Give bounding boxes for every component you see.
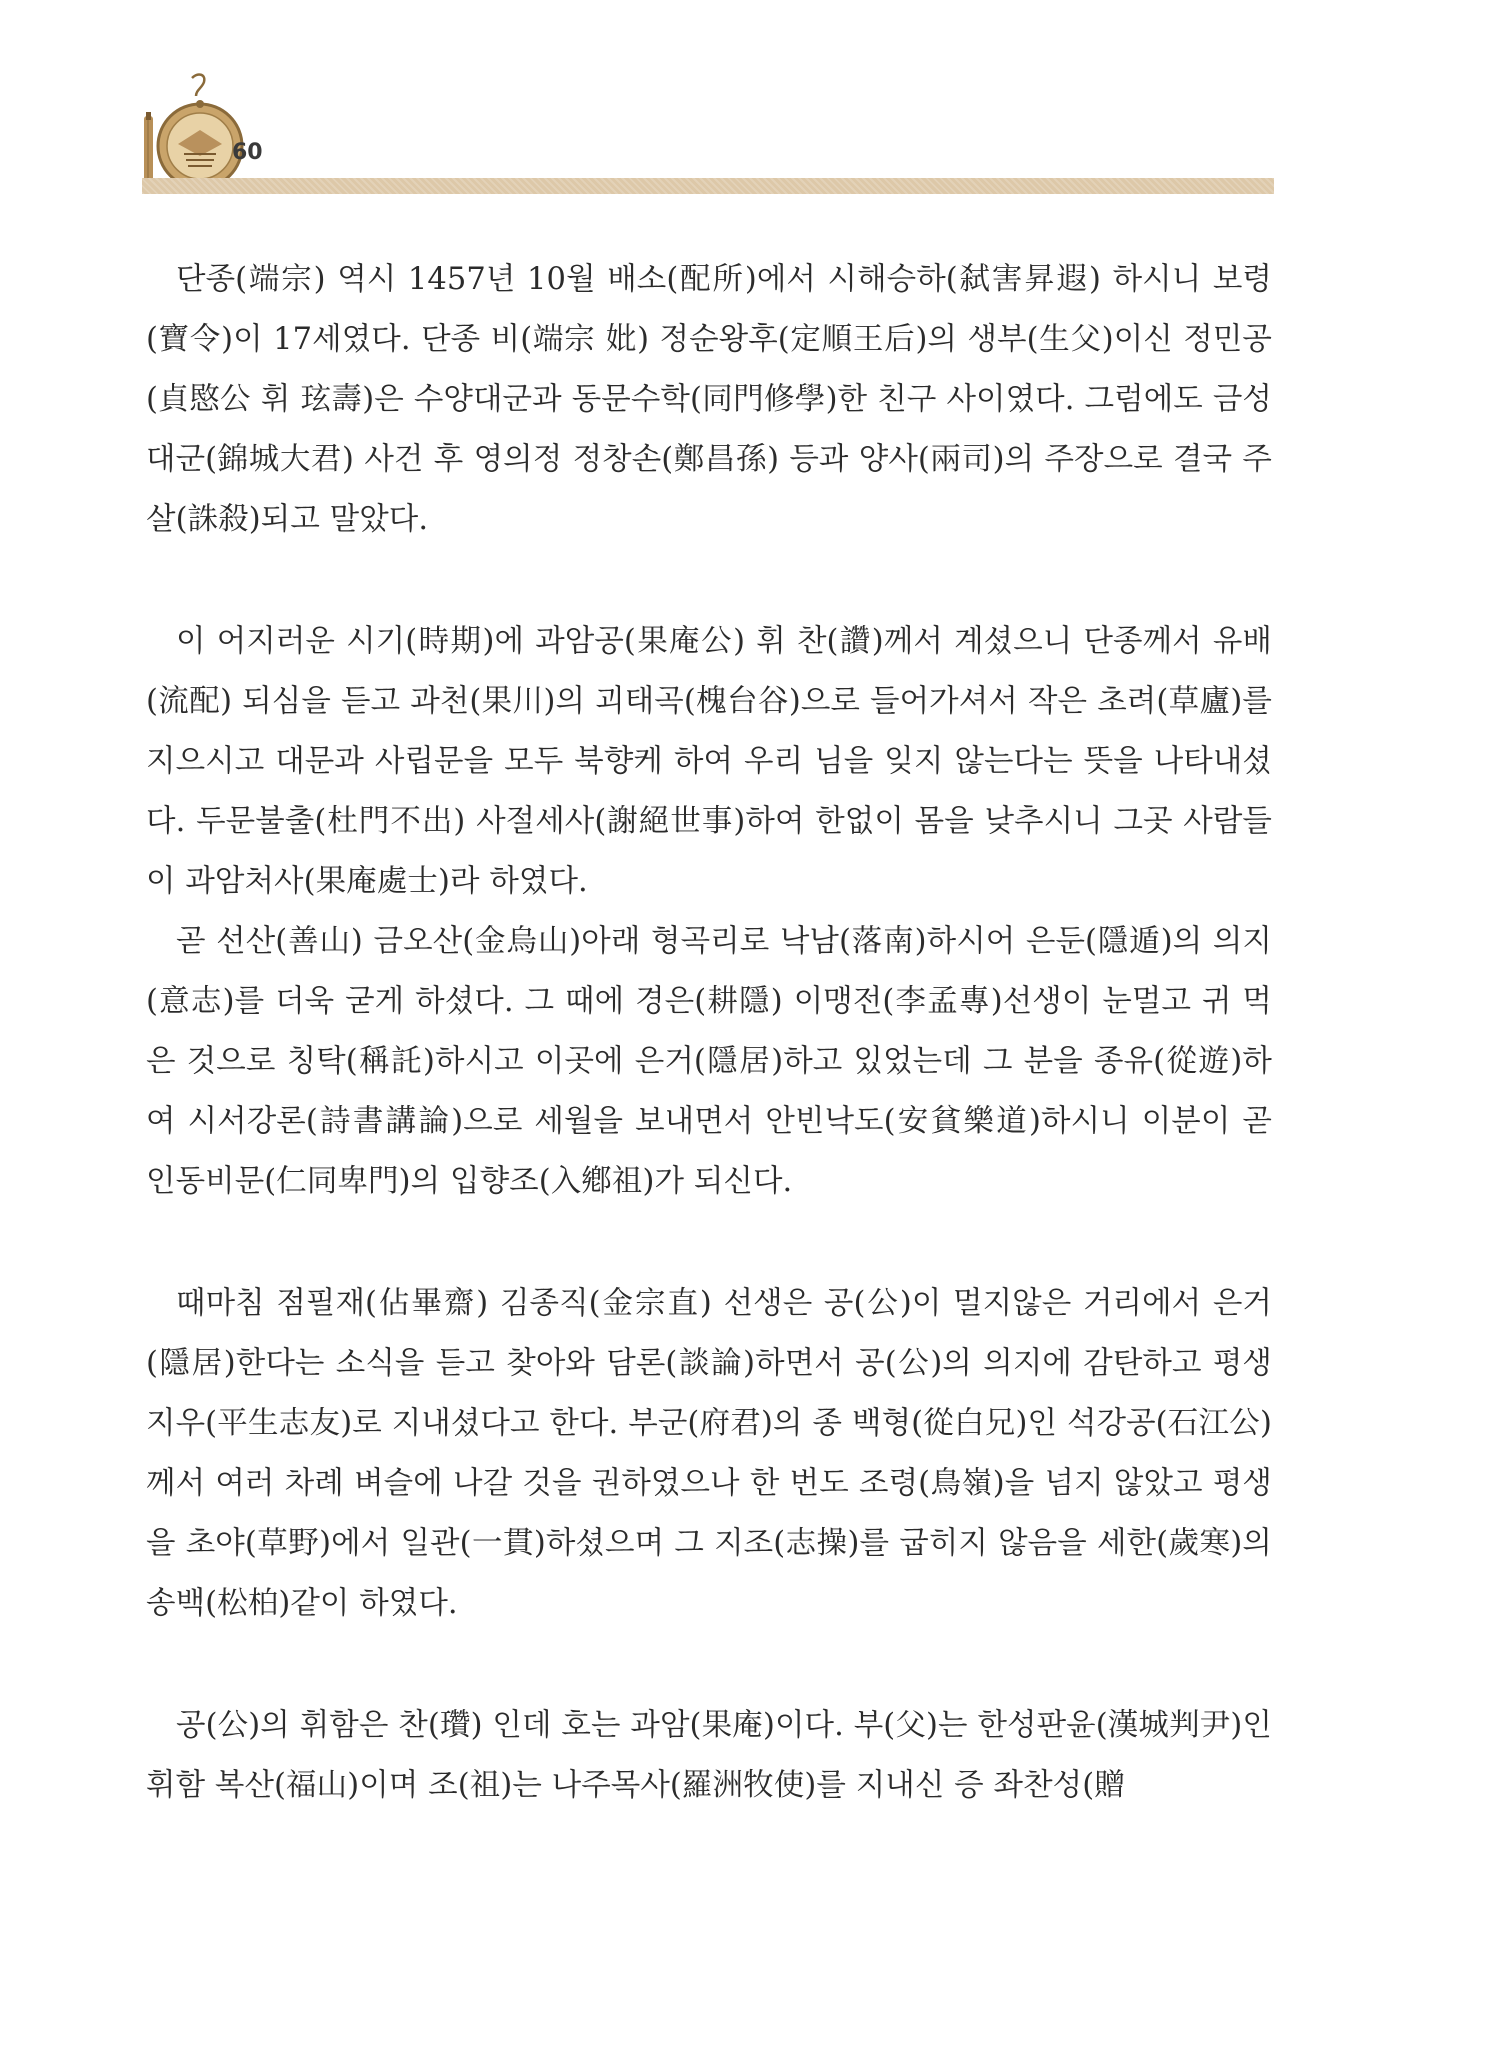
paragraph-gap [146, 1634, 1272, 1696]
medallion-tassel-icon [140, 72, 250, 192]
body-text [146, 250, 1272, 1816]
paragraph: 곧 선산(善山) 금오산(金烏山)아래 형곡리로 낙남(落南)하시어 은둔(隱遁)의 의지(意志)를 더욱 굳게 하셨다. 그 때에 경은(耕隱) 이맹전(李孟專)선생이 눈멀고 귀 먹은 것으로 칭탁(稱託)하시고 이곳에 은거(隱居)하고 있었는데 그 분을 종유(從遊)하여 시서강론(詩書講論)으로 세월을 보내면서 안빈낙도(安貧樂道)하시니 이분이 곧 인동비문(仁同卑門)의 입향조(入鄕祖)가 되신다. [146, 924, 1272, 1199]
paragraph: 공(公)의 휘함은 찬(瓚) 인데 호는 과암(果庵)이다. 부(父)는 한성판윤(漢城判尹)인 휘함 복산(福山)이며 조(祖)는 나주목사(羅洲牧使)를 지내신 증 좌찬성(贈 [146, 1708, 1272, 1803]
page-number: 60 [232, 140, 263, 165]
paragraph: 때마침 점필재(佔畢齋) 김종직(金宗直) 선생은 공(公)이 멀지않은 거리에서 은거(隱居)한다는 소식을 듣고 찾아와 담론(談論)하면서 공(公)의 의지에 감탄하고 평생지우(平生志友)로 지내셨다고 한다. 부군(府君)의 종 백형(從白兄)인 석강공(石江公)께서 여러 차례 벼슬에 나갈 것을 권하였으나 한 번도 조령(鳥嶺)을 넘지 않았고 평생을 초야(草野)에서 일관(一貫)하셨으며 그 지조(志操)를 굽히지 않음을 세한(歲寒)의 송백(松柏)같이 하였다. [146, 1286, 1272, 1621]
paragraph: 이 어지러운 시기(時期)에 과암공(果庵公) 휘 찬(讚)께서 계셨으니 단종께서 유배(流配) 되심을 듣고 과천(果川)의 괴태곡(槐台谷)으로 들어가셔서 작은 초려(草廬)를 지으시고 대문과 사립문을 모두 북향케 하여 우리 님을 잊지 않는다는 뜻을 나타내셨다. 두문불출(杜門不出) 사절세사(謝絕世事)하여 한없이 몸을 낮추시니 그곳 사람들이 과암처사(果庵處士)라 하였다. [146, 624, 1272, 899]
paragraph-gap [146, 550, 1272, 612]
paragraph: 단종(端宗) 역시 1457년 10월 배소(配所)에서 시해승하(弑害昇遐) 하시니 보령(寶令)이 17세였다. 단종 비(端宗 妣) 정순왕후(定順王后)의 생부(生父)이신 정민공(貞愍公 휘 玹壽)은 수양대군과 동문수학(同門修學)한 친구 사이였다. 그럼에도 금성대군(錦城大君) 사건 후 영의정 정창손(鄭昌孫) 등과 양사(兩司)의 주장으로 결국 주살(誅殺)되고 말았다. [146, 262, 1272, 537]
header-rule [142, 178, 1274, 194]
paragraph-gap [146, 1212, 1272, 1274]
